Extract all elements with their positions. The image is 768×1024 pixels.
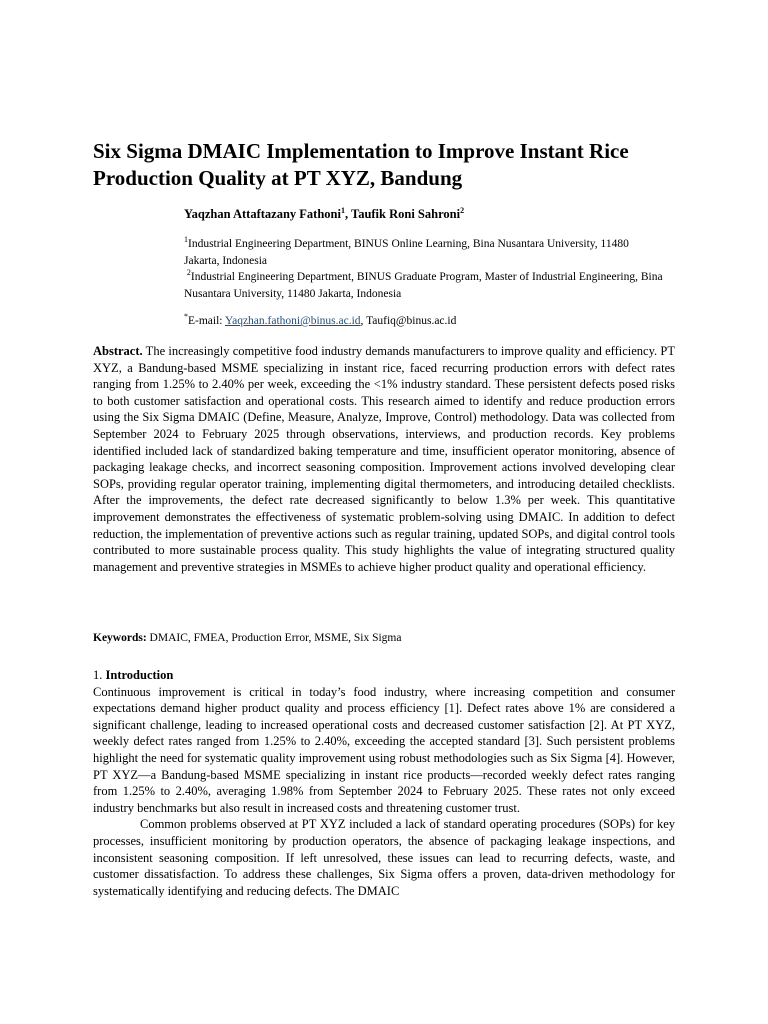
keywords-label: Keywords:: [93, 632, 147, 644]
paragraph: Continuous improvement is critical in today’s food industry, where increasing competition and consumer expectations demand higher product quality and process efficiency [1]. Defect rates above 1% are considered a significant challenge, leading to increased operational costs and decreased customer satisfaction [2]. At PT XYZ, weekly defect rates ranged from 1.25% to 2.40%, exceeding the accepted standard [3]. Such persistent problems highlight the need for systematic quality improvement using robust methodologies such as Six Sigma [4]. However, PT XYZ—a Bandung-based MSME specializing in instant rice products—recorded weekly defect rates ranging from 1.25% to 2.40%, averaging 1.98% from September 2024 to February 2025. These rates not only exceed industry benchmarks but also result in increased costs and threatening customer trust.: [93, 684, 675, 815]
abstract-label: Abstract.: [93, 344, 143, 358]
affiliation: [184, 269, 664, 302]
affiliation-text: Industrial Engineering Department, BINUS Online Learning, Bina Nusantara University, 11480 Jakarta, Indonesia: [184, 238, 629, 267]
email-address: Taufiq@binus.ac.id: [366, 315, 457, 327]
abstract-text: The increasingly competitive food industry demands manufacturers to improve quality and efficiency. PT XYZ, a Bandung-based MSME specializing in instant rice, faced recurring production errors with defect rates ranging from 1.25% to 2.40% per week, exceeding the <1% industry standard. These persistent defects posed risks to both customer satisfaction and operational costs. This research aimed to identify and reduce production errors using the Six Sigma DMAIC (Define, Measure, Analyze, Improve, Control) methodology. Data was collected from September 2024 to February 2025 through observations, interviews, and production records. Key problems identified included lack of standardized baking temperature and time, insufficient operator monitoring, absence of packaging leakage checks, and incorrect seasoning composition. Improvement actions involved developing clear SOPs, providing regular operator training, implementing digital thermometers, and introducing detailed checklists. After the improvements, the defect rate decreased significantly to below 1.3% per week. This quantitative improvement demonstrates the effectiveness of systematic problem-solving using DMAIC. In addition to defect reduction, the implementation of preventive actions such as regular training, updated SOPs, and digital control tools contributed to more sustainable process quality. This study highlights the value of integrating structured quality management and preventive strategies in MSMEs to achieve higher product quality and operational efficiency.: [93, 344, 675, 574]
author-name: Taufik Roni Sahroni: [351, 207, 461, 221]
affiliation-text: Industrial Engineering Department, BINUS Graduate Program, Master of Industrial Engineering, Bina Nusantara University, 11480 Jakarta, Indonesia: [184, 271, 663, 300]
introduction-section: [93, 667, 675, 899]
author-affiliation-mark: 2: [460, 205, 465, 215]
paper-title: Six Sigma DMAIC Implementation to Improve Instant Rice Production Quality at PT XYZ, Bandung: [93, 139, 629, 190]
affiliation-list: [184, 236, 664, 302]
keywords-text: DMAIC, FMEA, Production Error, MSME, Six Sigma: [146, 632, 402, 644]
email-separator: ,: [360, 315, 367, 327]
affiliation: [184, 236, 664, 269]
abstract: [93, 343, 675, 575]
section-number: 1.: [93, 668, 106, 682]
email-label: E-mail:: [188, 315, 225, 327]
author-list: [184, 206, 464, 222]
keywords: [93, 630, 675, 646]
paragraph: Common problems observed at PT XYZ included a lack of standard operating procedures (SOPs) for key processes, insufficient monitoring by production operators, the absence of packaging leakage inspections, and inconsistent seasoning composition. If left unresolved, these issues can lead to recurring defects, waste, and customer dissatisfaction. To address these challenges, Six Sigma offers a proven, data-driven methodology for systematically identifying and reducing defects. The DMAIC: [93, 817, 675, 898]
contact-email: [184, 313, 456, 329]
author-separator: ,: [344, 207, 351, 221]
section-heading: [93, 667, 675, 684]
author-affiliation-mark: 1: [340, 205, 345, 215]
corresponding-mark: *: [184, 312, 188, 322]
email-link[interactable]: Yaqzhan.fathoni@binus.ac.id: [224, 315, 361, 327]
section-title-text: Introduction: [105, 668, 174, 682]
author-name: Yaqzhan Attaftazany Fathoni: [184, 207, 341, 221]
affiliation-mark: 1: [184, 235, 188, 245]
affiliation-mark: 2: [186, 268, 191, 278]
